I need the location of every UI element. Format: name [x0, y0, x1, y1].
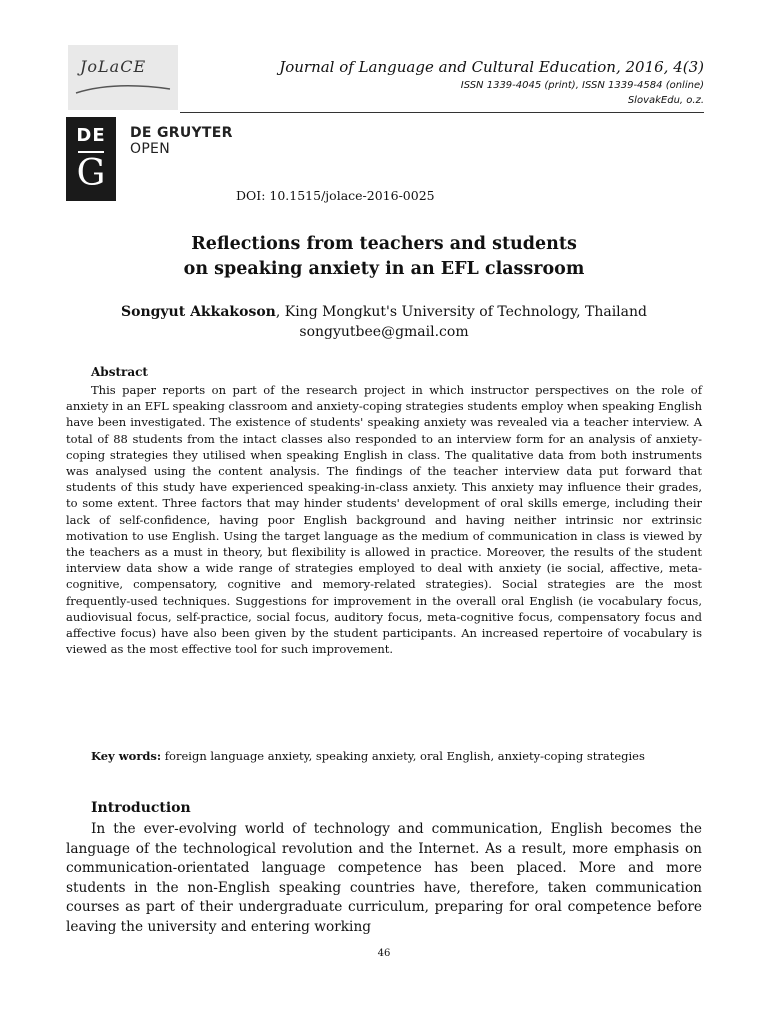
keywords-list: foreign language anxiety, speaking anxiety, oral English, anxiety-coping strategies — [161, 749, 645, 763]
doi: DOI: 10.1515/jolace-2016-0025 — [236, 188, 435, 203]
journal-logo-text: JoLaCE — [80, 57, 147, 76]
header-divider — [180, 112, 704, 113]
logo-swoosh-icon — [74, 79, 172, 99]
article-title — [66, 232, 702, 282]
author-name: Songyut Akkakoson — [121, 304, 276, 320]
publisher-open: OPEN — [130, 141, 170, 157]
author-block — [66, 302, 702, 342]
de-gruyter-logo-de: DE — [76, 125, 106, 146]
journal-logo — [68, 45, 178, 110]
abstract-text: This paper reports on part of the research project in which instructor perspectives on the role of anxiety in an EFL speaking classroom and anxiety-coping strategies students employ when speaking English have been investigated. The existence of students' speaking anxiety was revealed via a teacher interview. A total of 88 students from the intact classes also responded to an interview form for an analysis of anxiety-coping strategies they utilised when speaking English in class. The qualitative data from both instruments was analysed using the content analysis. The findings of the teacher interview data put forward that students of this study have experienced speaking-in-class anxiety. This anxiety may influence their grades, to some extent. Three factors that may hinder students' development of oral skills emerge, including their lack of self-confidence, having poor English background and having neither intrinsic nor extrinsic motivation to use English. Using the target language as the medium of communication in class is viewed by the teachers as a must in theory, but flexibility is allowed in practice. Moreover, the results of the student interview data show a wide range of strategies employed to deal with anxiety (ie social, affective, meta-cognitive, compensatory, cognitive and memory-related strategies). Social strategies are the most frequently-used techniques. Suggestions for improvement in the overall oral English (ie vocabulary focus, audiovisual focus, self-practice, social focus, auditory focus, meta-cognitive focus, compensatory focus and affective focus) have also been given by the student participants. An increased repertoire of vocabulary is viewed as the most effective tool for such improvement. — [66, 383, 702, 657]
introduction-text: In the ever-evolving world of technology and communication, English becomes the language of the technological revolution and the Internet. As a result, more emphasis on communication-orientated language competence has been placed. More and more students in the non-English speaking countries have, therefore, taken communication courses as part of their undergraduate curriculum, preparing for oral competence before leaving the university and entering working — [66, 821, 702, 935]
author-email: songyutbee@gmail.com — [299, 324, 469, 340]
introduction-heading: Introduction — [91, 800, 191, 816]
journal-title: Journal of Language and Cultural Education, 2016, 4(3) — [279, 58, 704, 76]
keywords — [66, 748, 702, 764]
journal-publisher: SlovakEdu, o.z. — [627, 95, 704, 106]
author-line — [66, 302, 702, 322]
article-title-line1: Reflections from teachers and students — [191, 234, 577, 254]
author-affiliation: , King Mongkut's University of Technology, Thailand — [275, 304, 647, 320]
article-title-line2: on speaking anxiety in an EFL classroom — [183, 259, 585, 279]
abstract-heading: Abstract — [91, 365, 148, 379]
keywords-label: Key words: — [91, 749, 162, 763]
journal-issn: ISSN 1339-4045 (print), ISSN 1339-4584 (online) — [460, 80, 704, 91]
publisher-name: DE GRUYTER — [130, 125, 233, 141]
page-number: 46 — [377, 948, 391, 959]
de-gruyter-logo-g: G — [76, 153, 106, 194]
de-gruyter-logo — [66, 117, 116, 201]
